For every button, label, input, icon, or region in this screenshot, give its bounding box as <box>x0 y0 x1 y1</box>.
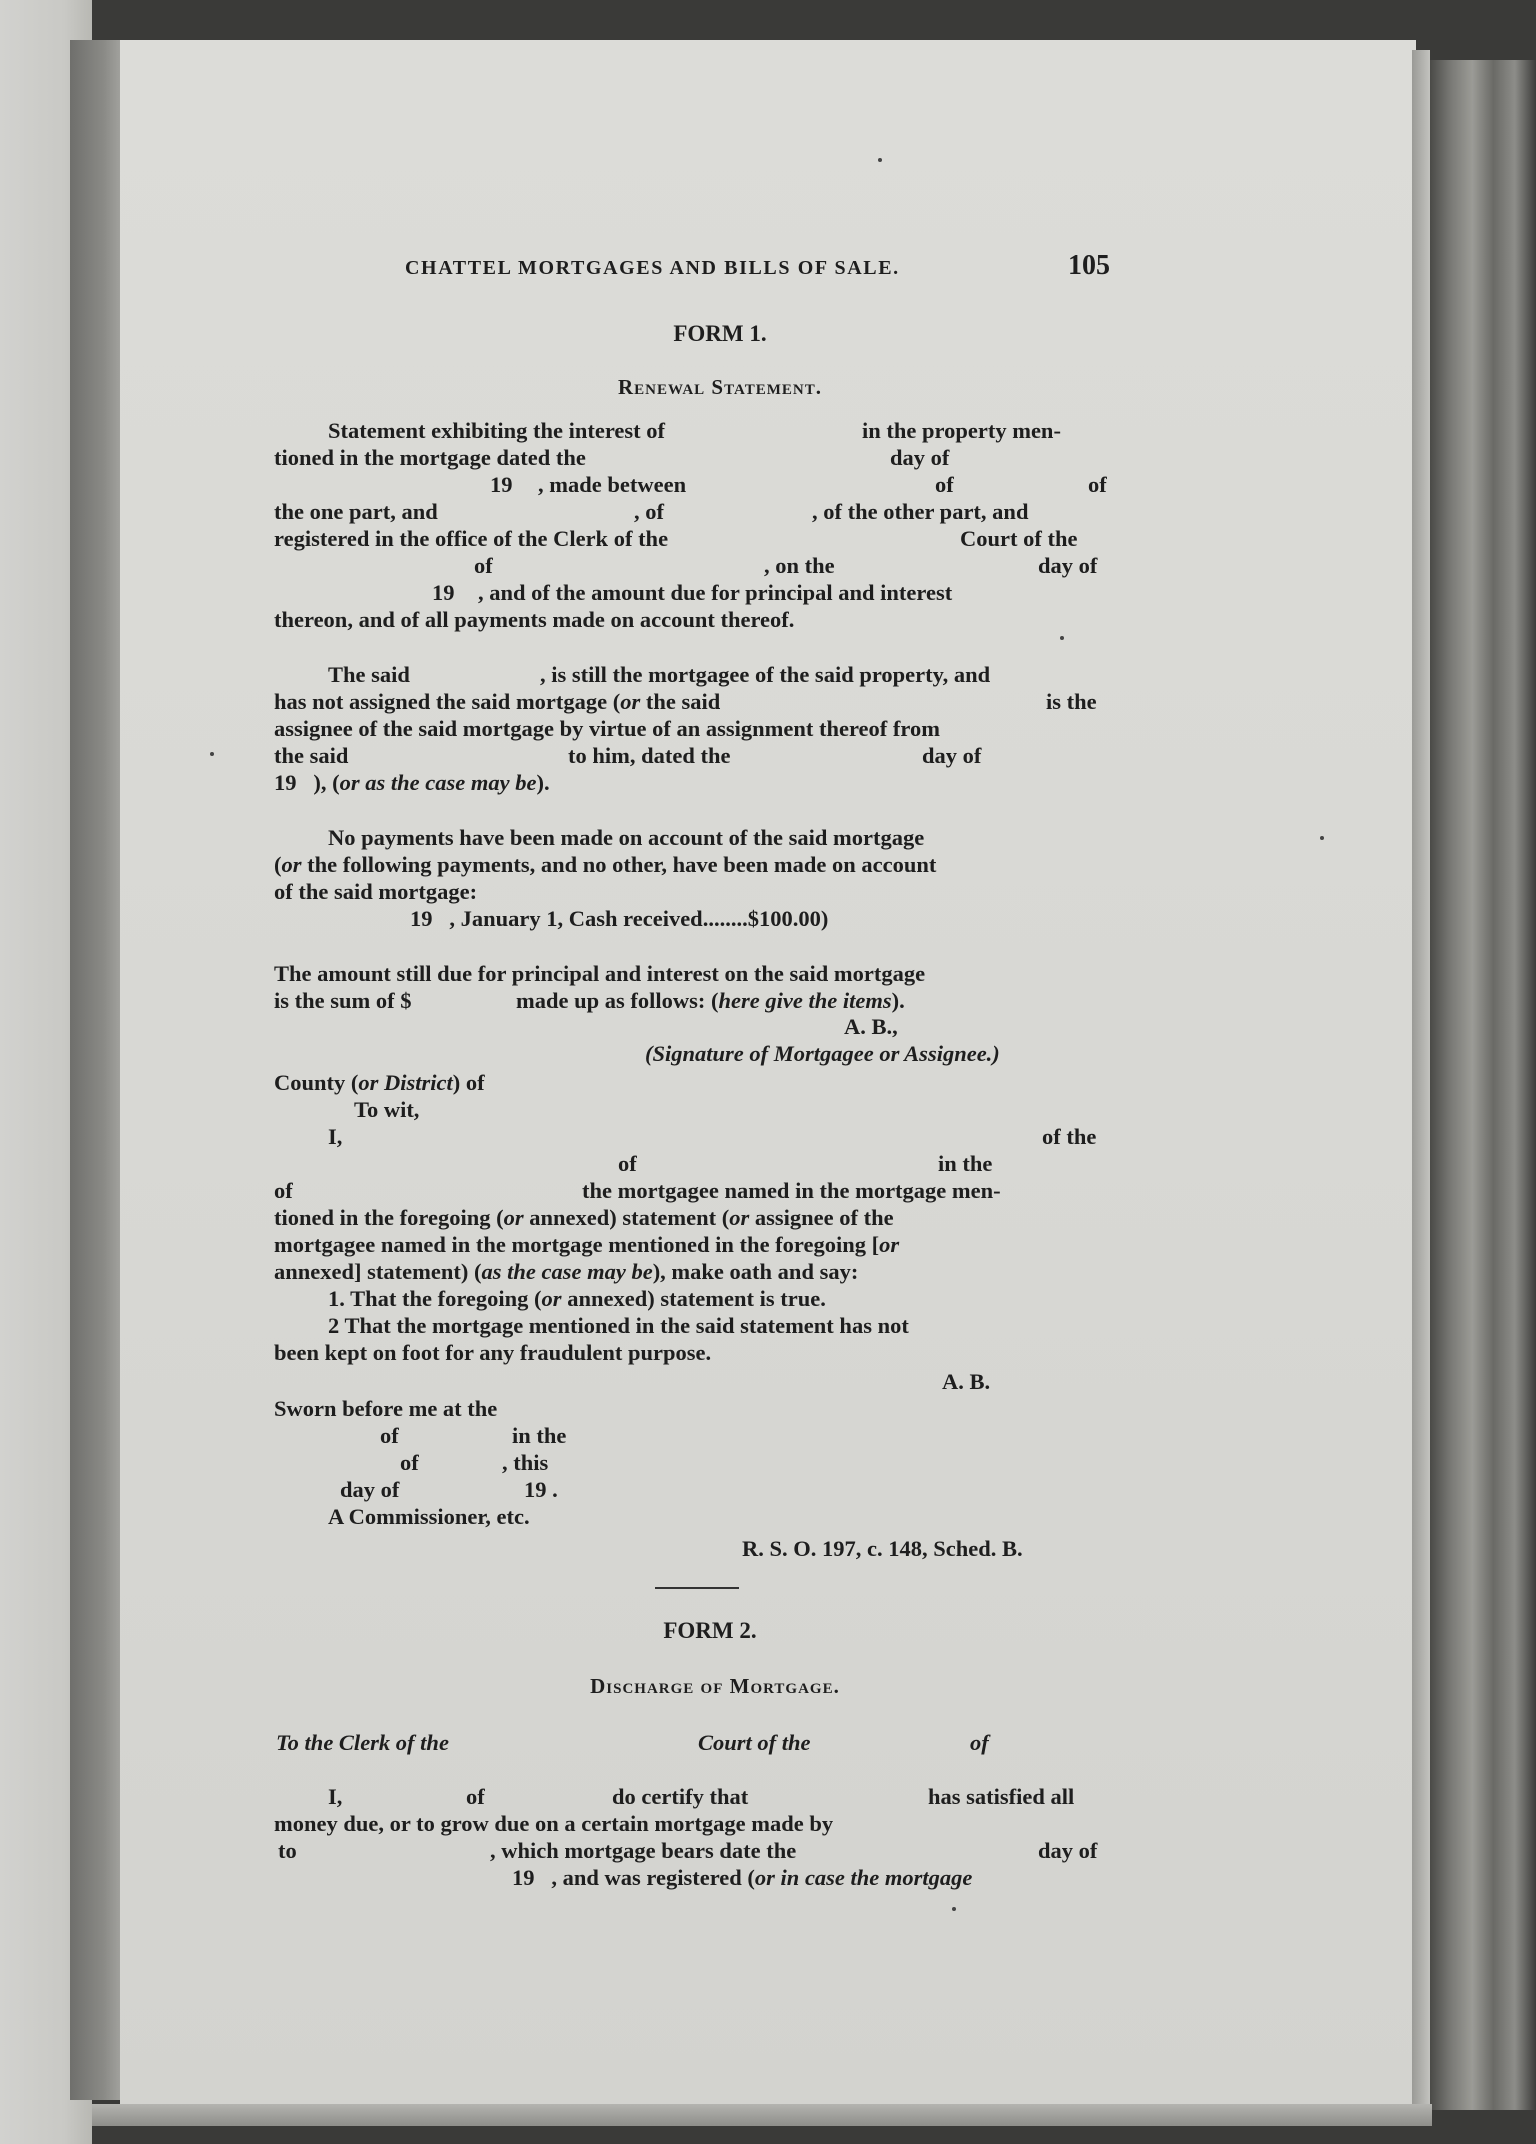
specks <box>878 158 882 162</box>
text-line: 19 <box>490 472 513 497</box>
form1-subtitle: Renewal Statement. <box>618 375 822 399</box>
text-line: Court of the <box>960 526 1078 551</box>
text-line: of <box>970 1730 989 1755</box>
text-line: in the property men- <box>862 418 1061 443</box>
text-line: , which mortgage bears date the <box>490 1838 797 1863</box>
text-line: the mortgagee named in the mortgage men- <box>582 1178 1001 1203</box>
text-line: day of <box>340 1477 400 1502</box>
text-line: , on the <box>764 553 835 578</box>
text-line: of <box>618 1151 637 1176</box>
text-line: assignee of the said mortgage by virtue of an assignment thereof from <box>274 716 940 741</box>
payment-line: 19 , January 1, Cash received........$100.00) <box>410 906 829 931</box>
text-line: annexed] statement) (as the case may be), make oath and say: <box>274 1259 859 1284</box>
text-line: of <box>380 1423 399 1448</box>
text-line: The said <box>328 662 410 687</box>
text-line: Sworn before me at the <box>274 1396 498 1421</box>
text-line: I, <box>328 1784 343 1809</box>
text-line: mortgagee named in the mortgage mentioned in the foregoing [or <box>274 1232 900 1257</box>
specks <box>952 1907 956 1911</box>
text-line: A Commissioner, etc. <box>328 1504 530 1529</box>
text-line: has satisfied all <box>928 1784 1075 1809</box>
text-line: of <box>935 472 954 497</box>
text-line: Statement exhibiting the interest of <box>328 418 666 443</box>
text-line: tioned in the foregoing (or annexed) statement (or assignee of the <box>274 1205 894 1230</box>
text-line: , of <box>634 499 664 524</box>
text-line: 2 That the mortgage mentioned in the said statement has not <box>328 1313 909 1338</box>
text-line: tioned in the mortgage dated the <box>274 445 586 470</box>
signature-name: A. B., <box>844 1014 898 1039</box>
text-line: of <box>466 1784 485 1809</box>
text-line: , of the other part, and <box>812 499 1029 524</box>
signature-caption: (Signature of Mortgagee or Assignee.) <box>645 1041 1000 1066</box>
text-line: 19 ), (or as the case may be). <box>274 770 550 795</box>
form2-subtitle: Discharge of Mortgage. <box>590 1674 840 1698</box>
text-line: of <box>400 1450 419 1475</box>
text-line: registered in the office of the Clerk of the <box>274 526 669 551</box>
text-line: been kept on foot for any fraudulent purpose. <box>274 1340 712 1365</box>
text-line: made up as follows: (here give the items). <box>516 988 905 1013</box>
text-line: thereon, and of all payments made on account thereof. <box>274 607 795 632</box>
text-line: No payments have been made on account of the said mortgage <box>328 825 925 850</box>
text-line: money due, or to grow due on a certain mortgage made by <box>274 1811 834 1836</box>
running-title: CHATTEL MORTGAGES AND BILLS OF SALE. <box>405 257 900 279</box>
text-line: of <box>274 1178 293 1203</box>
text-line: (or the following payments, and no other, have been made on account <box>274 852 937 877</box>
text-line: in the <box>938 1151 993 1176</box>
text-line: , is still the mortgagee of the said property, and <box>540 662 991 687</box>
text-line: of the <box>1042 1124 1097 1149</box>
text-line: day of <box>922 743 982 768</box>
specks <box>1320 836 1324 840</box>
text-line: has not assigned the said mortgage (or the said <box>274 689 721 714</box>
text-line: to him, dated the <box>568 743 731 768</box>
text-line: in the <box>512 1423 567 1448</box>
specks <box>1060 636 1064 640</box>
text-line: of the said mortgage: <box>274 879 478 904</box>
page-stack-edge <box>1430 60 1536 2110</box>
text-line: 19 , and was registered (or in case the mortgage <box>512 1865 973 1890</box>
text-line: To wit, <box>354 1097 420 1122</box>
affidavit-signature: A. B. <box>942 1369 991 1394</box>
text-line: do certify that <box>612 1784 749 1809</box>
text-line: County (or District) of <box>274 1070 485 1095</box>
page-right-edge <box>1412 50 1430 2105</box>
text-line: I, <box>328 1124 343 1149</box>
form2-title: FORM 2. <box>663 1618 757 1643</box>
text-line: , made between <box>538 472 687 497</box>
text-line: Court of the <box>698 1730 811 1755</box>
page-bottom-edge <box>92 2104 1432 2126</box>
form1-title: FORM 1. <box>673 321 767 346</box>
text-line: is the <box>1046 689 1097 714</box>
text-line: , and of the amount due for principal and interest <box>478 580 953 605</box>
text-line: day of <box>1038 553 1098 578</box>
section-divider <box>655 1587 739 1589</box>
text-line: The amount still due for principal and interest on the said mortgage <box>274 961 926 986</box>
text-line: day of <box>890 445 950 470</box>
specks <box>210 752 214 756</box>
text-line: day of <box>1038 1838 1098 1863</box>
text-line: 1. That the foregoing (or annexed) statement is true. <box>328 1286 826 1311</box>
text-line: to <box>278 1838 297 1863</box>
text-line: of <box>1088 472 1107 497</box>
statute-citation: R. S. O. 197, c. 148, Sched. B. <box>742 1536 1023 1561</box>
text-line: To the Clerk of the <box>276 1730 449 1755</box>
text-line: the one part, and <box>274 499 438 524</box>
text-line: of <box>474 553 493 578</box>
text-line: is the sum of $ <box>274 988 412 1013</box>
text-line: the said <box>274 743 349 768</box>
book-gutter <box>70 40 126 2100</box>
page-number: 105 <box>1068 250 1110 281</box>
text-line: 19 . <box>524 1477 558 1502</box>
text-line: , this <box>502 1450 549 1475</box>
text-line: 19 <box>432 580 455 605</box>
